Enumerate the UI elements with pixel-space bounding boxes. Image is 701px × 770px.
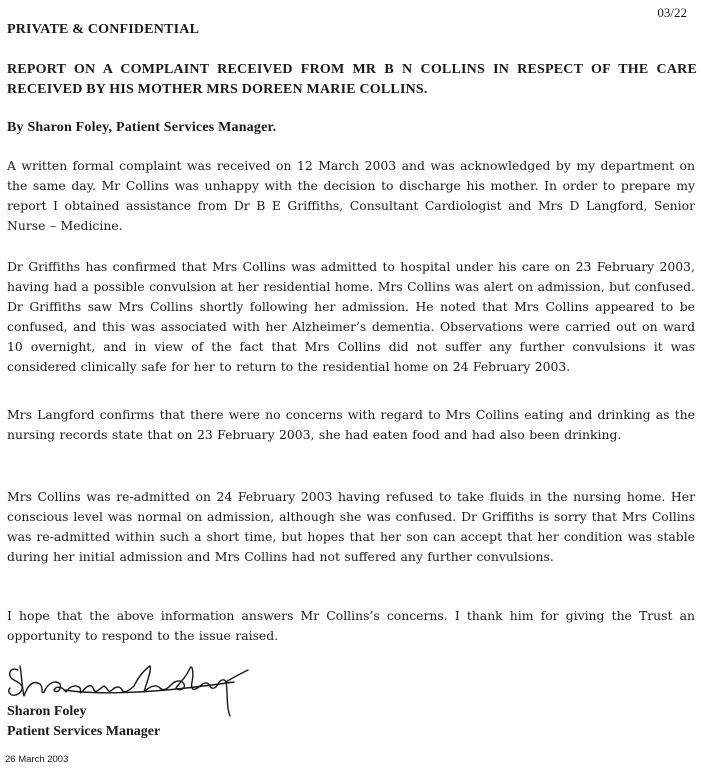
author-line: By Sharon Foley, Patient Services Manager. bbox=[7, 120, 277, 135]
signatory-title: Patient Services Manager bbox=[7, 724, 161, 739]
document-date: 26 March 2003 bbox=[5, 754, 69, 765]
reference-number: 03/22 bbox=[657, 5, 687, 20]
report-title: REPORT ON A COMPLAINT RECEIVED FROM MR B N COLLINS IN RESPECT OF THE CARE RECEIVED BY HIS MOTHER MRS DOREEN MARIE COLLINS. bbox=[7, 62, 697, 97]
paragraph-admission-details: Dr Griffiths has confirmed that Mrs Collins was admitted to hospital under his care on 23 February 2003, having had a possible convulsion at her residential home. Mrs Collins was alert on admission, but confused. Dr Griffiths saw Mrs Collins shortly following her admission. He noted that Mrs Collins appeared to be confused, and this was associated with her Alzheimer’s dementia. Observations were carried out on ward 10 overnight, and in view of the fact that Mrs Collins did not suffer any further convulsions it was considered clinically safe for her to return to the residential home on 24 February 2003. bbox=[7, 259, 695, 374]
confidentiality-heading: PRIVATE & CONFIDENTIAL bbox=[7, 22, 200, 37]
paragraph-complaint-received: A written formal complaint was received on 12 March 2003 and was acknowledged by my department on the same day. Mr Collins was unhappy with the decision to discharge his mother. In order to prepare my report I obtained assistance from Dr B E Griffiths, Consultant Cardiologist and Mrs D Langford, Senior Nurse – Medicine. bbox=[7, 158, 695, 233]
signatory-name: Sharon Foley bbox=[7, 704, 87, 719]
paragraph-readmission: Mrs Collins was re-admitted on 24 February 2003 having refused to take fluids in the nursing home. Her conscious level was normal on admission, although she was confused. Dr Griffiths is sorry that Mrs Collins was re-admitted within such a short time, but hopes that her son can accept that her condition was stable during her initial admission and Mrs Collins had not suffered any further convulsions. bbox=[7, 489, 695, 564]
paragraph-nursing-records: Mrs Langford confirms that there were no concerns with regard to Mrs Collins eating and drinking as the nursing records state that on 23 February 2003, she had eaten food and had also been drinking. bbox=[7, 407, 695, 442]
paragraph-closing: I hope that the above information answers Mr Collins’s concerns. I thank him for giving the Trust an opportunity to respond to the issue raised. bbox=[7, 608, 695, 643]
